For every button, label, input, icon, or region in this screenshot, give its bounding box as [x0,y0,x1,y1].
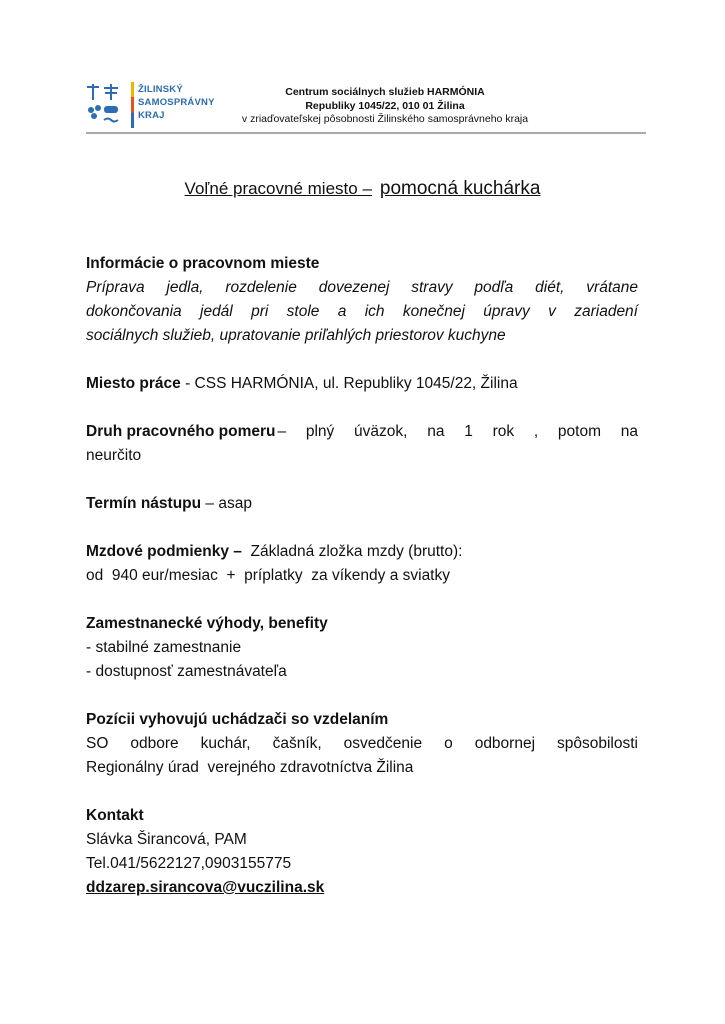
education-line: Regionálny úrad verejného zdravotníctva Žilina [86,759,414,776]
education-heading: Pozícii vyhovujú uchádzači so vzdelaním [86,711,389,728]
place-value: - CSS HARMÓNIA, ul. Republiky 1045/22, Žilina [180,375,518,392]
logo-color-bar [131,82,134,128]
logo-text: SAMOSPRÁVNY [138,97,215,108]
header-divider [86,132,646,134]
org-address: Republiky 1045/22, 010 01 Žilina [305,99,465,112]
title-prefix: Voľné pracovné miesto – [184,179,372,198]
org-note: v zriaďovateľskej pôsobnosti Žilinského samosprávneho kraja [241,113,529,125]
contact-heading: Kontakt [86,807,144,824]
logo-text: KRAJ [138,110,165,121]
start-value: – asap [201,495,252,512]
benefit-item: - dostupnosť zamestnávateľa [86,663,287,680]
contact-phone: Tel.041/5622127,0903155775 [86,855,292,872]
salary-value: Základná zložka mzdy (brutto): [241,543,463,560]
logo-text: ŽILINSKÝ [138,84,183,95]
salary-label: Mzdové podmienky – [86,543,242,560]
coat-of-arms-icon [86,80,130,126]
title-position: pomocná kuchárka [379,178,541,199]
type-label: Druh pracovného pomeru [86,423,276,440]
type-value-cont: neurčito [86,447,142,464]
type-value: – plný úväzok, na 1 rok , potom na [277,423,638,440]
info-line: sociálnych služieb, upratovanie priľahlých priestorov kuchyne [86,327,506,344]
info-heading: Informácie o pracovnom mieste [86,255,320,272]
info-line: Príprava jedla, rozdelenie dovezenej stravy podľa diét, vrátane [86,279,638,296]
benefit-item: - stabilné zamestnanie [86,639,242,656]
document-body [86,252,638,900]
education-line: SO odbore kuchár, čašník, osvedčenie o odbornej spôsobilosti [86,735,638,752]
contact-name: Slávka Širancová, PAM [86,831,247,848]
place-label: Miesto práce [86,375,181,392]
salary-detail: od 940 eur/mesiac + príplatky za víkendy a sviatky [86,567,450,584]
zilinsky-kraj-logo [86,80,215,130]
page-title [0,178,725,200]
letterhead [210,86,560,127]
benefits-heading: Zamestnanecké výhody, benefity [86,615,328,632]
org-name: Centrum sociálnych služieb HARMÓNIA [285,86,485,98]
contact-email-link[interactable]: ddzarep.sirancova@vuczilina.sk [86,879,325,896]
info-line: dokončovania jedál pri stole a ich konečnej úpravy v zariadení [86,303,638,320]
start-label: Termín nástupu [86,495,202,512]
